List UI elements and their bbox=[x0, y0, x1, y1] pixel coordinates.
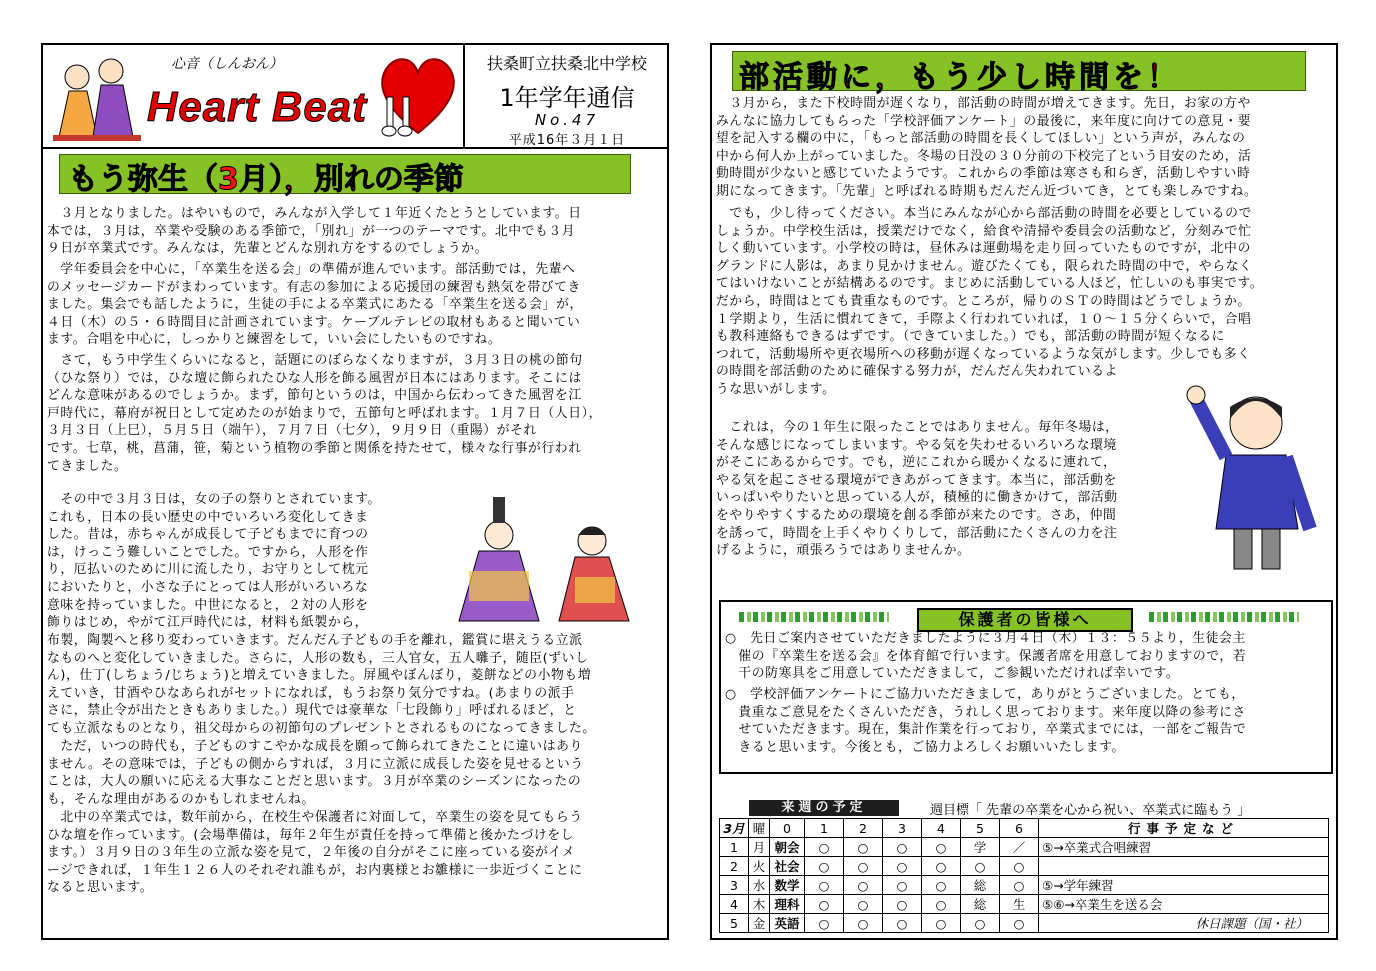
club-paragraph-1: ３月から，また下校時間が遅くなり，部活動の時間が増えてきます。先日，お家の方や みんなに協力してもらった「学校評価アンケート」の最後に，来年度に向けての意見・要 望を記入する欄の中に，「もっと部活動の時間を長くしてほしい」という声が，みんなの 中から何人か上がっていました。冬場の日没の３０分前の下校完了という目安のため，活 動時間が少ないと感じていたようです。これからの季節は寒さも和らぎ，活動しやすい時 期になってきます。「先輩」と呼ばれる時期もだんだん近づいてき，とても楽しみですね。 bbox=[716, 96, 1258, 199]
schedule-row: 5 金 英語 ○ ○ ○ ○ ○ ○ 休日課題（国・社） bbox=[720, 914, 1329, 933]
notice-item-2: ○ 学校評価アンケートにご協力いただきまして，ありがとうございました。とても， 貴重なご意見をたくさんいただき，うれしく思っております。来年度以降の参考にさ せていただきます。現在，集計作業を行っており，卒業式までには，一部をご報告で きると思います。今後とも，ご協力よろしくお願いいたします。 bbox=[725, 687, 1247, 755]
decorative-border-left bbox=[739, 612, 889, 622]
schedule-header-row: 3月 曜 0 1 2 3 4 5 6 行事予定など bbox=[720, 819, 1329, 838]
heart-icon bbox=[375, 49, 461, 139]
newsletter-logo: Heart Beat bbox=[147, 83, 368, 130]
newsletter-subtitle: 心音（しんおん） bbox=[171, 56, 283, 72]
club-paragraph-2: でも，少し待ってください。本当にみんなが心から部活動の時間を必要としているので しょうか。中学校生活は，授業だけでなく，給食や清掃や委員会の活動など，分刻みで忙 しく動いています。小学校の時は，昼休みは運動場を走り回っていたものですが，北中の グランドに人影は，あまり見かけません。遊びたくても，限られた時間の中で，やらなく てはいけないことが結構あるのです。まじめに活動している人ほど，忙しいのも事実です。 だから，時間はとても貴重なものです。ところが，帰りのＳＴの時間はどうでしょうか。 １学期より，生活に慣れてきて，手際よく行われていれば，１０～１５分くらいで，合唱 も教科連絡もできるはずです。（できていました。）でも，部活動の時間が短くなるに つれて，活動場所や更衣場所への移動が遅くなっているような気がします。少しでも多く の時間を部活動のために確保する努力が，だんだん失われているよ うな思いがします。 bbox=[716, 206, 1264, 397]
schedule-row: 2 火 社会 ○ ○ ○ ○ ○ ○ bbox=[720, 857, 1329, 876]
newsletter-name: 1年学年通信 bbox=[499, 84, 635, 112]
article-title-left: もう弥生（3月），別れの季節 bbox=[59, 154, 631, 194]
notice-title: 保護者の皆様へ bbox=[917, 608, 1133, 632]
masthead bbox=[43, 45, 667, 149]
club-paragraph-3: これは，今の１年生に限ったことではありません。毎年冬場は， そんな感じになってしまいます。やる気を失わせるいろいろな環境 がそこにあるからです。でも，逆にこれから暖かくなるに連れて， やる気を起こさせる環境ができあがってきます。本当に，部活動を いっぱいやりたいと思っている人が，積極的に働きかけて，部活動 をやりやすくするための環境を創る季節が来たのです。さあ，仲間 を誘って，時間を上手くやりくりして，部活動にたくさんの力を注 げるように，頑張ろうではありませんか。 bbox=[716, 420, 1119, 559]
parents-notice bbox=[719, 600, 1333, 774]
hina-doll-illustration bbox=[47, 47, 147, 143]
issue-number: No.47 bbox=[534, 111, 600, 129]
schedule-row: 1 月 朝会 ○ ○ ○ ○ 学 ／ ⑤→卒業式合唱練習 bbox=[720, 838, 1329, 857]
paragraph-4: その中で３月３日は，女の子の祭りとされています。 これも，日本の長い歴史の中でいろいろ変化してきま した。昔は，赤ちゃんが成長して子どもまでに育つの は，けっこう難しいことでした。ですから，人形を作 り，厄払いのために川に流したり，お守りとして枕元 においたりと，小さな子にとっては人形がいろいろな 意味を持っていました。中世になると，２対の人形を 飾りはじめ，やがて江戸時代には，材料も紙製から， bbox=[47, 492, 381, 631]
paragraph-3: さて，もう中学生くらいになると，話題にのぼらなくなりますが，３月３日の桃の節句 （ひな祭り）では，ひな壇に飾られたひな人形を飾る風習が日本にはあります。そこには どんな意味があるのでしょうか。まず，節句というのは，中国から伝わってきた風習を江 戸時代に，幕府が祝日として定めたのが始まりで，五節句と呼ばれます。１月７日（人日）， ３月３日（上巳），５月５日（端午），７月７日（七夕），９月９日（重陽）がそれ です。七草，桃，菖蒲，笹，菊という植物の季節と関係を持たせて，様々な行事が行われ てきました。 bbox=[47, 353, 602, 474]
schedule-row: 3 水 数学 ○ ○ ○ ○ 総 ○ ⑤→学年練習 bbox=[720, 876, 1329, 895]
paragraph-5: 布製，陶製へと移り変わっていきます。だんだん子どもの手を離れ，鑑賞に堪えうる立派 なものへと変化していきました。さらに，人形の数も，三人官女，五人囃子，随臣(ずいし ん)，仕丁(しちょう/じちょう)と増えていきました。屏風やぼんぼり，菱餅などの小物も増 えていき，甘酒やひなあられがセットになれば，もうお祭り気分ですね。(あまりの派手 さに，禁止令が出たときもありました。）現代では豪華な「七段飾り」呼ばれるほど，と ても立派なものとなり，祖父母からの初節句のプレゼントとされるものになってきました。 bbox=[47, 633, 596, 736]
right-page bbox=[710, 43, 1338, 940]
student-illustration bbox=[1186, 379, 1336, 579]
issue-date: 平成16年３月１日 bbox=[508, 133, 626, 148]
paragraph-7: 北中の卒業式では，数年前から，在校生や保護者に対面して，卒業生の姿を見てもらう ひな壇を作っています。(会場準備は，毎年２年生が責任を持って準備と後かたづけをし ます。）３月９日の３年生の立派な姿を見て，２年後の自分がそこに座っている姿がイメ ージできれば，１年生１２６人のそれぞれ誰もが，お内裏様とお雛様に一歩近づくことに なると思います。 bbox=[47, 810, 583, 896]
weekly-goal: 週目標「 先輩の卒業を心から祝い、卒業式に臨もう 」 bbox=[930, 803, 1251, 818]
notice-item-1: ○ 先日ご案内させていただきましたように３月４日（木）１３：５５より，生徒会主 催の『卒業生を送る会』を体育館で行います。保護者席を用意しておりますので，若 干の防寒具をご用意していただきまして，ご参観いただければ幸いです。 bbox=[725, 631, 1247, 682]
article-title-right: 部活動に，もう少し時間を！ bbox=[732, 51, 1306, 91]
paragraph-2: 学年委員会を中心に，「卒業生を送る会」の準備が進んでいます。部活動では，先輩へ のメッセージカードがまわっています。有志の参加による応援団の練習も熱気を帯びてき ました。集会でも話したように，生徒の手による卒業式にあたる「卒業生を送る会」が， ４日（木）の５・６時間目に計画されています。ケーブルテレビの取材もあると聞いてい ます。合唱を中心に，しっかりと練習をして，いい会にしたいものですね。 bbox=[47, 262, 583, 348]
schedule-row: 4 木 理科 ○ ○ ○ ○ 総 生 ⑤⑥→卒業生を送る会 bbox=[720, 895, 1329, 914]
paragraph-6: ただ，いつの時代も，子どものすこやかな成長を願って飾られてきたことに違いはあり ません。その意味では，子どもの側からすれば，３月に立派に成長した姿を見せるという ことは，大人の願いに応える大事なことだと思います。３月が卒業のシーズンになったの も，そんな理由があるのかもしれませんね。 bbox=[47, 739, 584, 807]
schedule-table bbox=[719, 818, 1329, 933]
left-page bbox=[41, 43, 669, 940]
hina-dolls-illustration bbox=[439, 491, 659, 631]
paragraph-1: ３月となりました。はやいもので，みんなが入学して１年近くたとうとしています。日 本では，３月は，卒業や受験のある季節で，「別れ」が一つのテーマです。北中でも３月 ９日が卒業式です。みんなは，先輩とどんな別れ方をするのでしょうか。 bbox=[47, 206, 582, 257]
schedule-title: 来週の予定 bbox=[749, 800, 899, 816]
decorative-border-right bbox=[1149, 612, 1299, 622]
school-name: 扶桑町立扶桑北中学校 bbox=[486, 54, 647, 73]
